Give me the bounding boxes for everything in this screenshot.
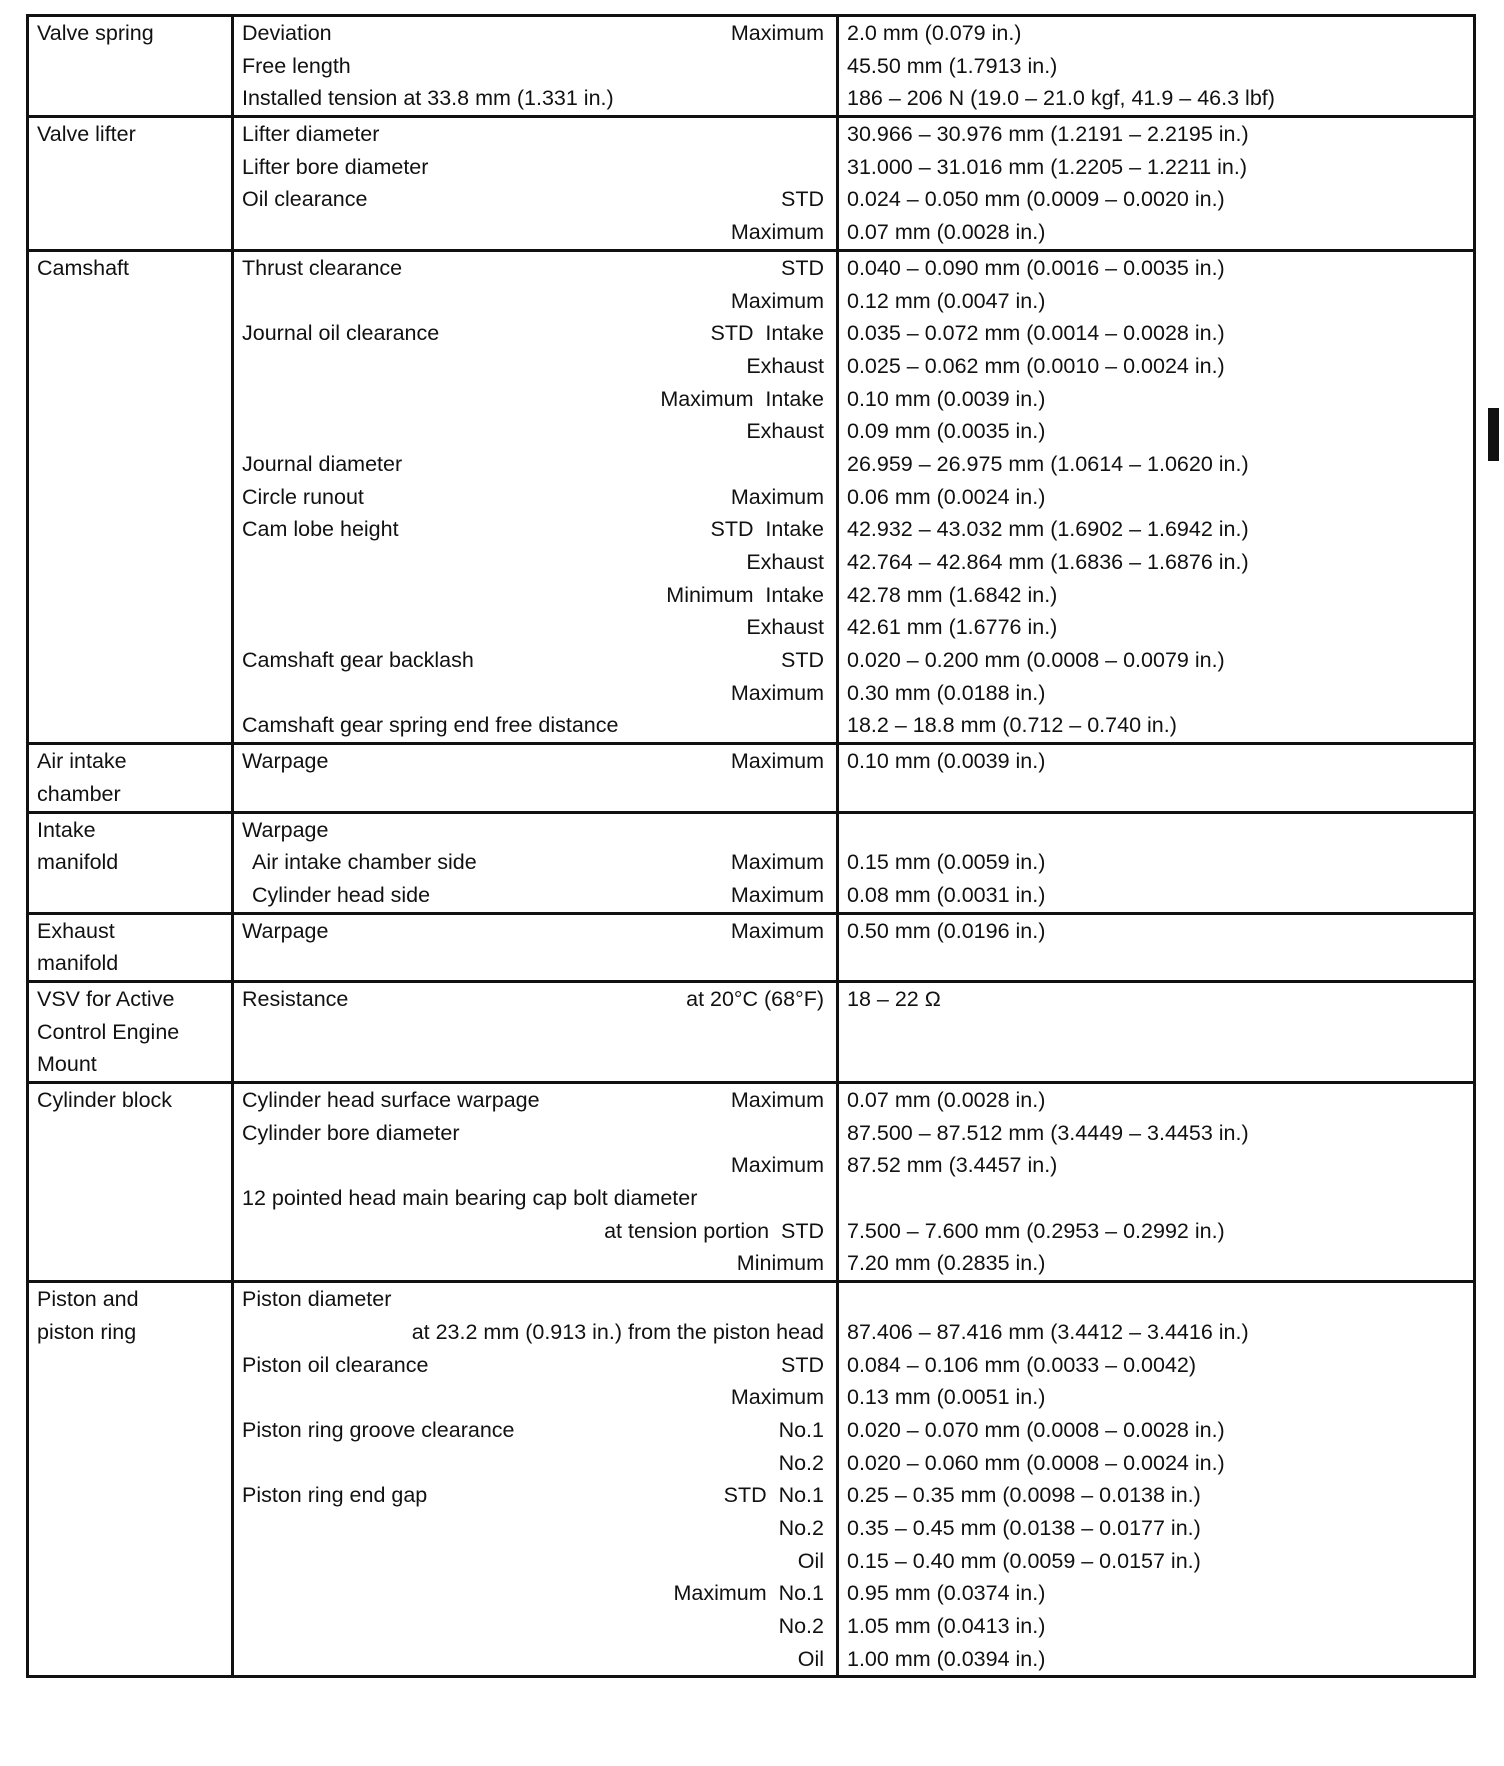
spec-item-line — [234, 151, 836, 184]
spec-item-line — [234, 1016, 836, 1049]
spec-item-label: Installed tension at 33.8 mm (1.331 in.) — [242, 86, 614, 111]
spec-value: 0.024 – 0.050 mm (0.0009 – 0.0020 in.) — [847, 187, 1225, 212]
component-name: Cylinder block — [37, 1088, 173, 1112]
component-name: Control Engine — [37, 1019, 180, 1044]
spec-item-line — [234, 350, 836, 383]
component-cell — [28, 812, 233, 913]
spec-condition: Maximum — [730, 918, 824, 943]
value-cell — [838, 16, 1475, 117]
spec-value: 0.12 mm (0.0047 in.) — [847, 288, 1046, 313]
spec-item-line — [234, 118, 836, 151]
spec-item-line — [234, 579, 836, 612]
spec-item-line — [234, 1414, 836, 1447]
spec-condition: STD — [781, 1352, 824, 1377]
spec-item-line — [234, 644, 836, 677]
item-cell — [233, 913, 838, 981]
spec-item-line — [234, 1577, 836, 1610]
component-name: Air intake — [37, 749, 127, 774]
value-cell — [838, 812, 1475, 913]
spec-value — [839, 947, 1473, 980]
spec-value: 30.966 – 30.976 mm (1.2191 – 2.2195 in.) — [847, 122, 1249, 147]
spec-item-label: Air intake chamber side — [252, 850, 477, 875]
spec-item-line — [234, 481, 836, 514]
spec-item-label: Lifter bore diameter — [242, 154, 429, 179]
spec-item-label: Circle runout — [242, 484, 364, 509]
spec-item-label: Piston ring groove clearance — [242, 1417, 515, 1442]
spec-condition: Exhaust — [746, 550, 824, 574]
spec-item-label: Piston diameter — [242, 1287, 392, 1312]
component-cell — [28, 744, 233, 812]
component-name: Exhaust — [37, 918, 115, 943]
component-cell — [28, 117, 233, 251]
spec-value: 0.025 – 0.062 mm (0.0010 – 0.0024 in.) — [847, 353, 1225, 378]
specification-table-body — [28, 16, 1475, 1677]
spec-value: 0.08 mm (0.0031 in.) — [847, 882, 1046, 907]
spec-condition: Maximum — [730, 850, 824, 875]
spec-item-line — [234, 1512, 836, 1545]
spec-value — [839, 1016, 1473, 1049]
spec-condition: at 23.2 mm (0.913 in.) from the piston head — [411, 1319, 824, 1344]
spec-value: 0.15 – 0.40 mm (0.0059 – 0.0157 in.) — [847, 1548, 1201, 1573]
spec-section-row — [28, 1282, 1475, 1677]
spec-item-line — [234, 50, 836, 83]
spec-item-label: Camshaft gear backlash — [242, 648, 474, 673]
spec-value: 0.50 mm (0.0196 in.) — [847, 918, 1046, 943]
component-name: Intake — [37, 817, 96, 842]
item-cell — [233, 744, 838, 812]
spec-condition: at 20°C (68°F) — [686, 986, 824, 1011]
spec-value: 0.020 – 0.200 mm (0.0008 – 0.0079 in.) — [847, 648, 1225, 673]
spec-item-label: Journal oil clearance — [242, 321, 440, 346]
spec-item-line — [234, 317, 836, 350]
component-name: Camshaft — [37, 255, 130, 280]
spec-item-line — [234, 879, 836, 912]
spec-item-line — [234, 252, 836, 285]
spec-section-row — [28, 117, 1475, 251]
spec-item-line — [234, 1048, 836, 1081]
spec-section-row — [28, 981, 1475, 1082]
spec-item-label: Resistance — [242, 986, 349, 1011]
component-cell — [28, 1083, 233, 1282]
item-cell — [233, 812, 838, 913]
component-name: Valve spring — [37, 21, 154, 45]
item-cell — [233, 1083, 838, 1282]
spec-item-line — [234, 677, 836, 710]
spec-value: 18 – 22 Ω — [847, 986, 941, 1011]
spec-value: 0.15 mm (0.0059 in.) — [847, 850, 1046, 875]
spec-value: 0.10 mm (0.0039 in.) — [847, 386, 1046, 411]
spec-item-line — [234, 1117, 836, 1150]
spec-value: 0.30 mm (0.0188 in.) — [847, 680, 1046, 705]
spec-condition: Exhaust — [746, 615, 824, 640]
spec-value: 0.09 mm (0.0035 in.) — [847, 419, 1046, 444]
spec-item-line — [234, 1479, 836, 1512]
spec-section-row — [28, 913, 1475, 981]
spec-value: 0.06 mm (0.0024 in.) — [847, 484, 1046, 509]
spec-item-label: Journal diameter — [242, 451, 403, 476]
spec-condition: Exhaust — [746, 353, 824, 378]
spec-value: 7.500 – 7.600 mm (0.2953 – 0.2992 in.) — [847, 1218, 1225, 1243]
spec-value: 0.040 – 0.090 mm (0.0016 – 0.0035 in.) — [847, 255, 1225, 280]
specification-table — [26, 14, 1476, 1678]
spec-value — [839, 778, 1473, 811]
spec-condition: No.2 — [778, 1614, 824, 1638]
spec-item-line — [234, 1316, 836, 1349]
spec-condition: Maximum — [730, 680, 824, 705]
spec-condition: STD Intake — [710, 517, 824, 542]
spec-item-line — [234, 709, 836, 742]
spec-item-label: 12 pointed head main bearing cap bolt diameter — [242, 1186, 698, 1211]
component-cell — [28, 250, 233, 743]
spec-condition: Minimum Intake — [666, 582, 824, 607]
value-cell — [838, 913, 1475, 981]
spec-condition: STD — [781, 187, 824, 212]
spec-condition: Maximum No.1 — [673, 1581, 824, 1606]
spec-item-line — [234, 415, 836, 448]
spec-condition: Maximum — [730, 288, 824, 313]
spec-item-line — [234, 947, 836, 980]
spec-value: 42.764 – 42.864 mm (1.6836 – 1.6876 in.) — [847, 550, 1249, 574]
component-name: Piston and — [37, 1287, 139, 1312]
spec-value — [839, 1182, 1473, 1215]
spec-value — [839, 1283, 1473, 1316]
spec-condition: Oil — [797, 1548, 824, 1573]
spec-condition: Maximum — [730, 21, 824, 45]
spec-item-line — [234, 814, 836, 847]
spec-value: 7.20 mm (0.2835 in.) — [847, 1251, 1046, 1276]
component-name: piston ring — [37, 1319, 137, 1344]
spec-condition: Maximum — [730, 484, 824, 509]
value-cell — [838, 981, 1475, 1082]
spec-condition: Maximum — [730, 749, 824, 774]
spec-item-line — [234, 448, 836, 481]
spec-value: 42.932 – 43.032 mm (1.6902 – 1.6942 in.) — [847, 517, 1249, 542]
spec-value: 26.959 – 26.975 mm (1.0614 – 1.0620 in.) — [847, 451, 1249, 476]
spec-item-label: Thrust clearance — [242, 255, 403, 280]
spec-item-label: Warpage — [242, 817, 329, 842]
item-cell — [233, 117, 838, 251]
spec-condition: Maximum — [730, 1088, 824, 1112]
spec-item-line — [234, 1610, 836, 1643]
spec-value — [839, 814, 1473, 847]
spec-value: 1.05 mm (0.0413 in.) — [847, 1614, 1046, 1638]
spec-section-row — [28, 16, 1475, 117]
item-cell — [233, 1282, 838, 1677]
spec-item-label: Camshaft gear spring end free distance — [242, 713, 619, 738]
spec-item-label: Free length — [242, 53, 351, 78]
spec-item-label: Warpage — [242, 749, 329, 774]
spec-item-line — [234, 1084, 836, 1117]
spec-item-line — [234, 1149, 836, 1182]
spec-value: 0.35 – 0.45 mm (0.0138 – 0.0177 in.) — [847, 1515, 1201, 1540]
spec-item-line — [234, 285, 836, 318]
component-name: manifold — [37, 951, 119, 976]
spec-condition: STD No.1 — [723, 1483, 824, 1508]
spec-item-line — [234, 846, 836, 879]
value-cell — [838, 117, 1475, 251]
spec-condition: No.1 — [778, 1417, 824, 1442]
component-name: Mount — [37, 1052, 97, 1077]
spec-item-line — [234, 1381, 836, 1414]
spec-item-label: Cylinder head surface warpage — [242, 1088, 540, 1112]
spec-value: 45.50 mm (1.7913 in.) — [847, 53, 1058, 78]
spec-item-line — [234, 17, 836, 50]
spec-item-line — [234, 1545, 836, 1578]
spec-item-line — [234, 778, 836, 811]
spec-value: 87.406 – 87.416 mm (3.4412 – 3.4416 in.) — [847, 1319, 1249, 1344]
spec-item-line — [234, 1643, 836, 1676]
spec-item-line — [234, 1247, 836, 1280]
component-name: Valve lifter — [37, 122, 136, 147]
spec-value: 18.2 – 18.8 mm (0.712 – 0.740 in.) — [847, 713, 1177, 738]
spec-value: 0.25 – 0.35 mm (0.0098 – 0.0138 in.) — [847, 1483, 1201, 1508]
spec-item-line — [234, 1349, 836, 1382]
spec-section-row — [28, 1083, 1475, 1282]
spec-value: 87.500 – 87.512 mm (3.4449 – 3.4453 in.) — [847, 1120, 1249, 1145]
spec-item-line — [234, 745, 836, 778]
component-name: manifold — [37, 850, 119, 875]
component-cell — [28, 1282, 233, 1677]
item-cell — [233, 16, 838, 117]
spec-item-label: Deviation — [242, 21, 332, 45]
spec-value: 2.0 mm (0.079 in.) — [847, 21, 1022, 45]
spec-condition: at tension portion STD — [604, 1218, 824, 1243]
spec-condition: Maximum — [730, 882, 824, 907]
spec-condition: STD Intake — [710, 321, 824, 346]
spec-item-label: Oil clearance — [242, 187, 368, 212]
component-cell — [28, 981, 233, 1082]
spec-item-line — [234, 1283, 836, 1316]
item-cell — [233, 981, 838, 1082]
spec-value: 0.13 mm (0.0051 in.) — [847, 1385, 1046, 1410]
spec-item-line — [234, 216, 836, 249]
value-cell — [838, 1282, 1475, 1677]
spec-condition: Oil — [797, 1646, 824, 1671]
spec-section-row — [28, 744, 1475, 812]
spec-value: 0.035 – 0.072 mm (0.0014 – 0.0028 in.) — [847, 321, 1225, 346]
item-cell — [233, 250, 838, 743]
spec-item-label: Cam lobe height — [242, 517, 399, 542]
spec-item-line — [234, 915, 836, 948]
value-cell — [838, 744, 1475, 812]
component-cell — [28, 913, 233, 981]
spec-item-label: Piston ring end gap — [242, 1483, 428, 1508]
spec-item-line — [234, 1182, 836, 1215]
spec-value: 1.00 mm (0.0394 in.) — [847, 1646, 1046, 1671]
spec-value: 0.07 mm (0.0028 in.) — [847, 1088, 1046, 1112]
spec-condition: Minimum — [736, 1251, 824, 1276]
spec-value: 0.084 – 0.106 mm (0.0033 – 0.0042) — [847, 1352, 1197, 1377]
spec-condition: Maximum — [730, 220, 824, 245]
spec-value: 31.000 – 31.016 mm (1.2205 – 1.2211 in.) — [847, 154, 1248, 179]
section-tab-marker — [1488, 408, 1499, 461]
spec-item-line — [234, 183, 836, 216]
spec-condition: No.2 — [778, 1515, 824, 1540]
component-name: VSV for Active — [37, 986, 175, 1011]
spec-condition: STD — [781, 648, 824, 673]
value-cell — [838, 1083, 1475, 1282]
spec-value: 186 – 206 N (19.0 – 21.0 kgf, 41.9 – 46.3 lbf) — [847, 86, 1275, 111]
component-cell — [28, 16, 233, 117]
spec-condition: STD — [781, 255, 824, 280]
spec-value: 42.61 mm (1.6776 in.) — [847, 615, 1058, 640]
spec-item-line — [234, 1447, 836, 1480]
spec-value: 0.020 – 0.070 mm (0.0008 – 0.0028 in.) — [847, 1417, 1225, 1442]
spec-section-row — [28, 250, 1475, 743]
spec-value — [839, 1048, 1473, 1081]
spec-value: 0.07 mm (0.0028 in.) — [847, 220, 1046, 245]
spec-item-label: Piston oil clearance — [242, 1352, 429, 1377]
spec-item-line — [234, 1215, 836, 1248]
spec-item-line — [234, 983, 836, 1016]
spec-condition: Maximum Intake — [660, 386, 824, 411]
spec-item-line — [234, 611, 836, 644]
spec-item-label: Warpage — [242, 918, 329, 943]
spec-item-label: Lifter diameter — [242, 122, 380, 147]
spec-item-label: Cylinder bore diameter — [242, 1120, 460, 1145]
spec-item-line — [234, 513, 836, 546]
spec-condition: Maximum — [730, 1385, 824, 1410]
component-name: chamber — [37, 781, 121, 806]
spec-item-line — [234, 82, 836, 115]
spec-item-line — [234, 383, 836, 416]
spec-condition: Exhaust — [746, 419, 824, 444]
spec-item-label: Cylinder head side — [252, 882, 431, 907]
spec-condition: No.2 — [778, 1450, 824, 1475]
spec-value: 0.10 mm (0.0039 in.) — [847, 749, 1046, 774]
spec-section-row — [28, 812, 1475, 913]
value-cell — [838, 250, 1475, 743]
spec-value: 87.52 mm (3.4457 in.) — [847, 1153, 1058, 1178]
spec-item-line — [234, 546, 836, 579]
spec-value: 42.78 mm (1.6842 in.) — [847, 582, 1058, 607]
spec-value: 0.95 mm (0.0374 in.) — [847, 1581, 1046, 1606]
spec-value: 0.020 – 0.060 mm (0.0008 – 0.0024 in.) — [847, 1450, 1225, 1475]
spec-condition: Maximum — [730, 1153, 824, 1178]
